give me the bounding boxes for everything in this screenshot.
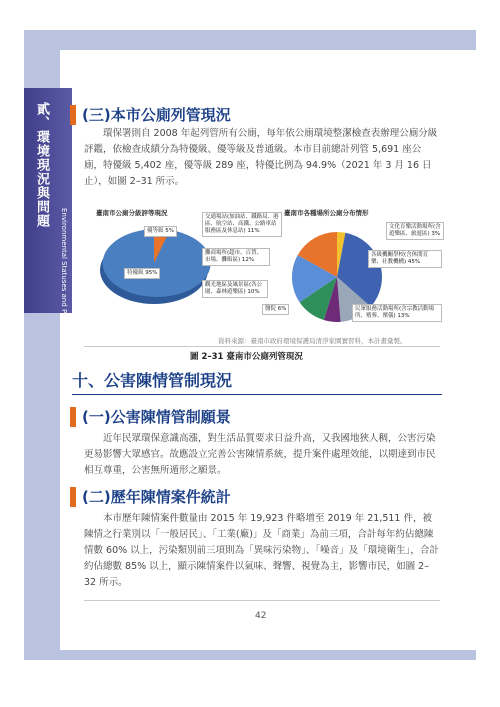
heading-accent-bar <box>70 487 76 507</box>
pie-label-tourism: 觀光地區及風景區(各公園、森林遊樂區) 10% <box>202 280 268 298</box>
chapter-title-english: Environmental Statuses and Problems <box>60 208 68 342</box>
chapter-sidebar <box>24 88 72 342</box>
subsection-heading-stats <box>70 487 231 507</box>
pie-label-culture: 文化育樂活動場所(含遊樂區、旅遊區) 3% <box>386 222 444 240</box>
pie-label-hospital: 醫院 6% <box>262 304 289 315</box>
section-heading-text: (三)本市公廁列管現況 <box>82 106 231 124</box>
chapter-title: 貳、環境現況與問題 <box>34 102 49 228</box>
page-number: 42 <box>255 611 267 621</box>
pie-label-transport: 交通場站(加油站、鐵路局、港區、航空站、高鐵、公路車站服務區及休息站) 11% <box>202 212 282 237</box>
section-heading <box>70 105 231 125</box>
pie-label-services: 民眾服務活動場所(含宗教活動場所、殯葬、殯儀) 13% <box>352 304 442 322</box>
footer-rule <box>84 600 440 601</box>
pie-label-schools: 各級機關學校(含休閒育樂、社教機構) 45% <box>368 250 442 268</box>
chart-title-left: 臺南市公廁分級評等現況 <box>96 209 168 217</box>
chapter-section-rule <box>72 394 442 395</box>
subsection-heading-stats-text: (二)歷年陳情案件統計 <box>82 488 231 506</box>
pie-label-markets: 攤商場所(超市、百貨、市場、攤販區) 12% <box>202 248 270 266</box>
vision-paragraph: 近年民眾環保意識高漲，對生活品質要求日益升高，又我國地狹人稠，公害污染更易影響大眾感官。故應設立完善公害陳情系統，提升案件處理效能，以期達到市民相互尊重，公害無所遁形之願景。 <box>84 433 436 476</box>
chart-title-right: 臺南市各種場所公廁分布情形 <box>284 209 369 217</box>
pie-label-special: 特優級 95% <box>124 268 160 279</box>
figure-caption: 圖 2–31 臺南市公廁列管現況 <box>190 352 303 362</box>
subsection-heading-vision-text: (一)公害陳情管制願景 <box>82 408 231 426</box>
pie-label-excellent: 優等級 5% <box>144 226 177 237</box>
figure-charts <box>84 200 440 335</box>
chapter-section-heading: 十、公害陳情管制現況 <box>72 371 233 390</box>
stats-paragraph: 本市歷年陳情案件數量由 2015 年 19,923 件略增至 2019 年 21,511 件，被陳情之行業別以「一般居民」、「工業(廠)」及「商業」為前三項，合計每年約佔總陳情數 60% 以上，污染類別前三項則為「異味污染物」、「噪音」及「環境衛生」，合計約佔總數 85% 以上，顯示陳情案件以氣味、聲響、視覺為主，影響市民，如圖 2–32 所示。 <box>84 513 439 588</box>
heading-accent-bar <box>70 105 76 125</box>
caption-rule <box>84 346 440 347</box>
subsection-heading-vision <box>70 407 231 427</box>
figure-source: 資料來源：臺南市政府環境保護局清淨家園實習科，本計畫彙製。 <box>218 337 407 345</box>
section-paragraph: 環保署則自 2008 年起列管所有公廁，每年依公廁環境整潔檢查表辦理公廁分級評鑑，依檢查成績分為特優級、優等級及普通級。本市目前總計列管 5,691 座公廁，特優級 5,402 座，優等級 289 座，特優比例為 94.9%（2021 年 3 月 16 日止），如圖 2–31 所示。 <box>84 128 438 187</box>
heading-accent-bar <box>70 407 76 427</box>
